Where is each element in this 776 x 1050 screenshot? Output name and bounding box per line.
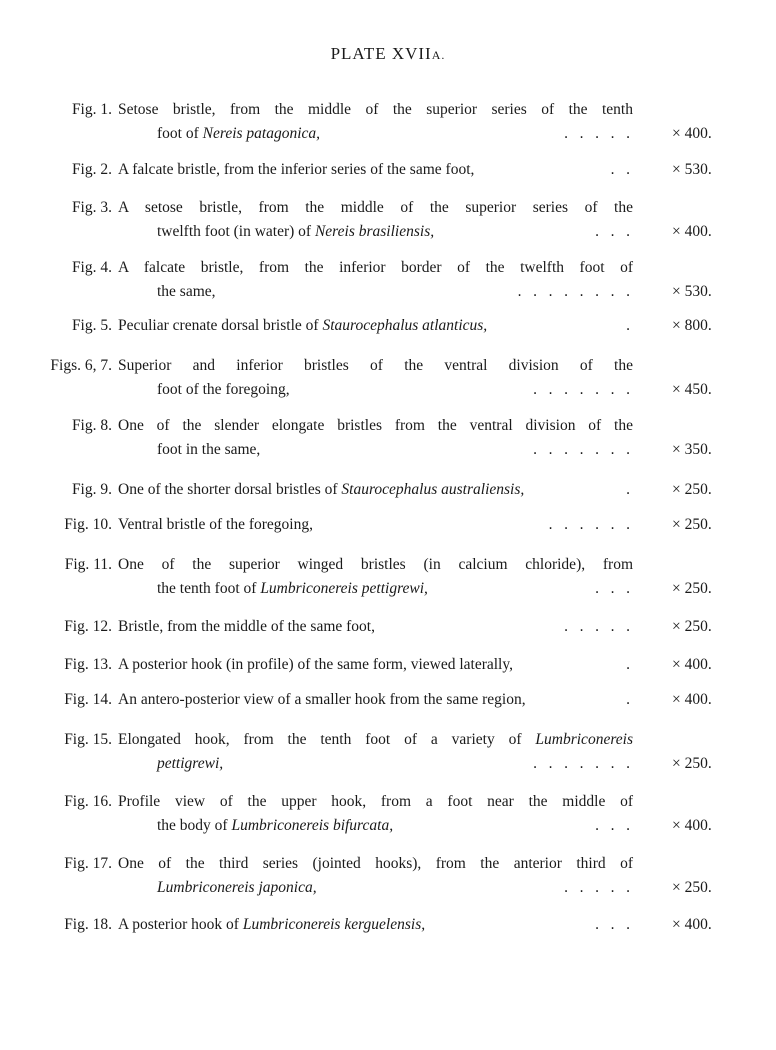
figure-entry [40, 158, 740, 182]
figure-caption-line: An antero-posterior view of a smaller hook from the same region, [118, 691, 526, 708]
leader-dots: . . . [595, 817, 630, 834]
figure-caption-line: the tenth foot of Lumbriconereis pettigrewi, [157, 580, 428, 597]
figure-entry [40, 354, 740, 402]
figure-caption-line: One of the slender elongate bristles from the ventral division of the [118, 417, 633, 434]
figure-caption-line: Profile view of the upper hook, from a foot near the middle of [118, 793, 633, 810]
figure-entry [40, 728, 740, 776]
figure-caption-line: One of the superior winged bristles (in calcium chloride), from [118, 556, 633, 573]
magnification: × 400. [672, 916, 712, 933]
figure-entry [40, 852, 740, 900]
leader-dots: . . . . . . . [533, 755, 630, 772]
leader-dots: . . . . . . [548, 516, 630, 533]
figure-label: Fig. 13. [64, 656, 112, 673]
figure-caption-line: twelfth foot (in water) of Nereis brasiliensis, [157, 223, 435, 240]
figure-caption-line: Ventral bristle of the foregoing, [118, 516, 313, 533]
leader-dots: . [626, 656, 630, 673]
leader-dots: . . . . . [564, 879, 630, 896]
magnification: × 400. [672, 817, 712, 834]
figure-label: Fig. 4. [71, 259, 112, 276]
figure-caption-line: foot of the foregoing, [157, 381, 290, 398]
magnification: × 250. [672, 879, 712, 896]
figure-entry [40, 913, 740, 937]
figure-caption-line: Peculiar crenate dorsal bristle of Staurocephalus atlanticus, [118, 317, 488, 334]
magnification: × 250. [672, 481, 712, 498]
figure-entry [40, 513, 740, 537]
figure-entry [40, 256, 740, 304]
figure-label: Fig. 1. [71, 101, 112, 118]
magnification: × 450. [672, 381, 712, 398]
leader-dots: . . . . . [564, 618, 630, 635]
figure-caption-line: A posterior hook of Lumbriconereis kerguelensis, [118, 916, 426, 933]
leader-dots: . . [610, 161, 630, 178]
leader-dots: . . . [595, 580, 630, 597]
magnification: × 400. [672, 223, 712, 240]
figure-caption-line: One of the third series (jointed hooks), from the anterior third of [118, 855, 633, 872]
figure-label: Fig. 9. [71, 481, 112, 498]
figure-entry [40, 615, 740, 639]
figure-caption-line: foot of Nereis patagonica, [157, 125, 321, 142]
figure-caption-line: Setose bristle, from the middle of the superior series of the tenth [118, 101, 633, 118]
figure-label: Fig. 18. [64, 916, 112, 933]
figure-caption-line: A setose bristle, from the middle of the superior series of the [118, 199, 633, 216]
figure-caption-line: Elongated hook, from the tenth foot of a variety of Lumbriconereis [118, 731, 633, 748]
figure-caption-line: A falcate bristle, from the inferior border of the twelfth foot of [118, 259, 633, 276]
figure-label: Fig. 14. [64, 691, 112, 708]
figure-entry [40, 688, 740, 712]
figure-entry [40, 790, 740, 838]
magnification: × 400. [672, 691, 712, 708]
magnification: × 250. [672, 580, 712, 597]
leader-dots: . . . . . [564, 125, 630, 142]
magnification: × 400. [672, 656, 712, 673]
figure-caption-line: Superior and inferior bristles of the ventral division of the [118, 357, 633, 374]
magnification: × 350. [672, 441, 712, 458]
leader-dots: . . . . . . . [533, 381, 630, 398]
leader-dots: . [626, 691, 630, 708]
magnification: × 400. [672, 125, 712, 142]
figure-entry [40, 98, 740, 146]
leader-dots: . [626, 481, 630, 498]
figure-label: Fig. 10. [64, 516, 112, 533]
figure-caption-line: Bristle, from the middle of the same foot, [118, 618, 375, 635]
magnification: × 250. [672, 516, 712, 533]
figure-label: Fig. 2. [71, 161, 112, 178]
leader-dots: . . . [595, 916, 630, 933]
figure-caption-line: foot in the same, [157, 441, 261, 458]
figure-label: Fig. 16. [64, 793, 112, 810]
figure-label: Fig. 15. [64, 731, 112, 748]
figure-label: Figs. 6, 7. [50, 357, 112, 374]
figure-entry [40, 653, 740, 677]
magnification: × 250. [672, 755, 712, 772]
leader-dots: . [626, 317, 630, 334]
figure-caption-line: A falcate bristle, from the inferior series of the same foot, [118, 161, 475, 178]
figure-label: Fig. 3. [71, 199, 112, 216]
figure-caption-line: pettigrewi, [157, 755, 224, 772]
figure-caption-line: One of the shorter dorsal bristles of Staurocephalus australiensis, [118, 481, 525, 498]
figure-caption-line: the body of Lumbriconereis bifurcata, [157, 817, 394, 834]
magnification: × 530. [672, 161, 712, 178]
figure-entry [40, 414, 740, 462]
figure-caption-line: Lumbriconereis japonica, [157, 879, 317, 896]
figure-entry [40, 553, 740, 601]
magnification: × 800. [672, 317, 712, 334]
figure-entry [40, 314, 740, 338]
leader-dots: . . . . . . . . [517, 283, 630, 300]
figure-entry [40, 478, 740, 502]
leader-dots: . . . [595, 223, 630, 240]
figure-label: Fig. 12. [64, 618, 112, 635]
figure-label: Fig. 11. [64, 556, 112, 573]
figure-label: Fig. 8. [71, 417, 112, 434]
page-title: PLATE XVIIA. [330, 44, 446, 63]
figure-caption-line: the same, [157, 283, 216, 300]
figure-entry [40, 196, 740, 244]
figure-label: Fig. 5. [71, 317, 112, 334]
magnification: × 250. [672, 618, 712, 635]
figure-label: Fig. 17. [64, 855, 112, 872]
leader-dots: . . . . . . . [533, 441, 630, 458]
figure-caption-line: A posterior hook (in profile) of the same form, viewed laterally, [118, 656, 513, 673]
magnification: × 530. [672, 283, 712, 300]
